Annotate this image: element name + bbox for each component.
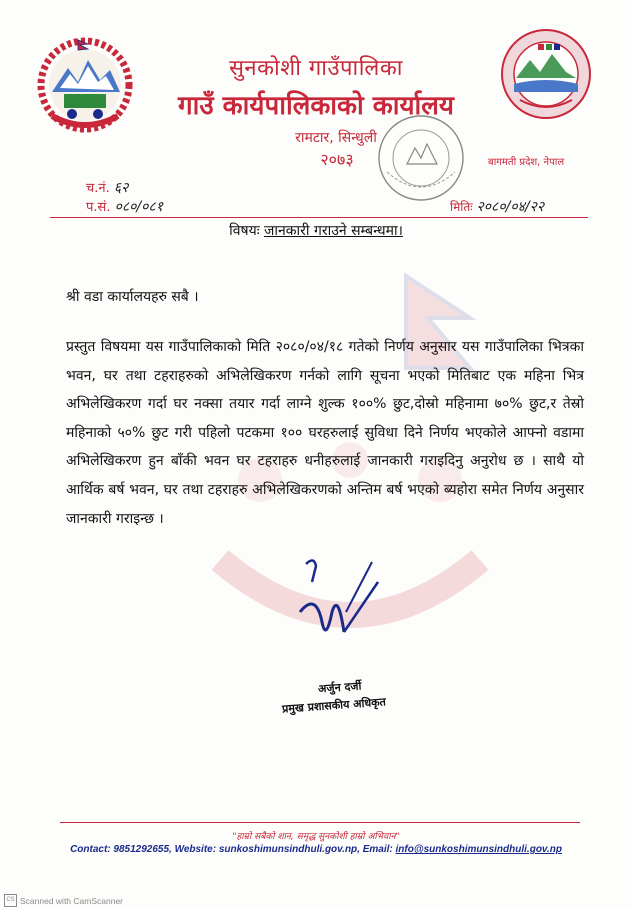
camscanner-icon: CS — [4, 894, 17, 907]
camscanner-watermark — [4, 894, 123, 907]
subject-label: विषयः — [229, 223, 260, 239]
signatory-name: अर्जुन दर्जी — [317, 679, 362, 696]
contact-details: Contact: 9851292655, Website: sunkoshimunsindhuli.gov.np, Email: — [70, 844, 396, 855]
salutation: श्री वडा कार्यालयहरु सबै । — [66, 289, 199, 305]
letter-series-value: ०८०/०८१ — [114, 199, 163, 215]
camscanner-text: Scanned with CamScanner — [20, 895, 124, 906]
footer-contact — [0, 844, 632, 855]
office-seal-stamp — [375, 112, 467, 204]
letter-series-label: प.सं. — [86, 200, 111, 215]
letter-number — [86, 178, 128, 197]
letter-number-label: च.नं. — [86, 181, 110, 196]
header-divider — [50, 217, 588, 218]
footer-slogan: "हाम्रो सबैको शान, समृद्ध सुनकोशी हाम्रो अभियान" — [232, 832, 400, 842]
office-name: गाउँ कार्यपालिकाको कार्यालय — [178, 91, 454, 121]
nepal-emblem-logo — [30, 30, 140, 140]
province-label: बागमती प्रदेश, नेपाल — [488, 157, 565, 168]
subject-text: जानकारी गराउने सम्बन्धमा। — [264, 223, 403, 239]
signatory-title: प्रमुख प्रशासकीय अधिकृत — [281, 695, 387, 716]
email-link[interactable]: info@sunkoshimunsindhuli.gov.np — [395, 844, 562, 855]
subject-line — [0, 221, 632, 240]
municipality-name: सुनकोशी गाउँपालिका — [229, 56, 403, 81]
established-year: २०७३ — [320, 150, 354, 169]
letter-date — [450, 197, 544, 216]
letter-date-value: २०८०/०४/२२ — [476, 199, 545, 215]
letter-body: प्रस्तुत विषयमा यस गाउँपालिकाको मिति २०८०/०४/१८ गतेको निर्णय अनुसार यस गाउँपालिका भित्रका भवन, घर तथा टहराहरुको अभिलेखिकरण गर्नको लागि सूचना भएको मितिबाट एक महिना भित्र अभिलेखिकरण गर्दा घर नक्सा तयार गर्दा लाग्ने शुल्क १००% छुट,दोस्रो महिनामा ७०% छुट,र तेस्रो महिनाको ५०% छुट गरी पहिलो पटकमा १०० घरहरुलाई सुविधा दिने निर्णय भएकोले आफ्नो वडामा अभिलेखिकरण हुन बाँकी भवन घर टहराहरु धनीहरुलाई जानकारी गराइदिनु अनुरोध छ । साथै यो आर्थिक बर्ष भवन, घर तथा टहराहरु अभिलेखिकरणको अन्तिम बर्ष भएको ब्यहोरा समेत निर्णय अनुसार जानकारी गराइन्छ । — [66, 339, 584, 527]
letter-series — [86, 197, 163, 216]
letter-number-value: ६२ — [113, 180, 129, 196]
footer-divider — [60, 822, 580, 823]
handwritten-signature — [286, 552, 386, 652]
office-location: रामटार, सिन्धुली — [295, 130, 377, 146]
letter-date-label: मितिः — [450, 200, 473, 214]
